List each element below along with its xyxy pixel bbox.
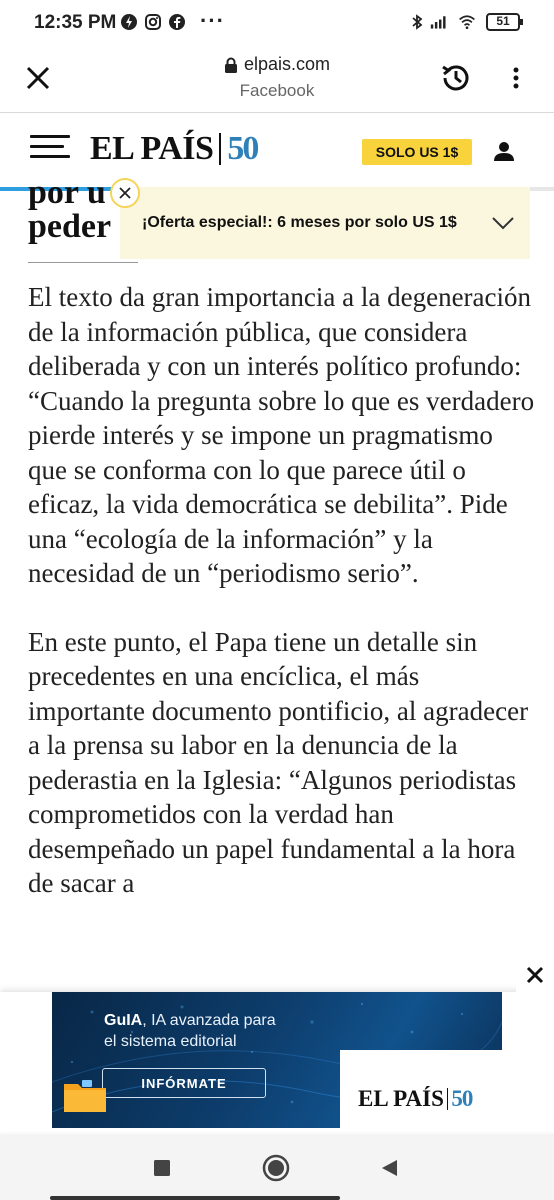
browser-toolbar [0,48,554,113]
close-icon [119,187,131,199]
browser-menu-button[interactable] [504,62,528,94]
referrer-text: Facebook [239,81,315,100]
headline-divider [28,262,138,263]
recents-button[interactable] [148,1154,176,1182]
lock-icon [224,57,238,73]
ad-close-button[interactable] [516,957,554,993]
chevron-down-icon[interactable] [490,213,516,233]
logo-text: EL PAÍS [90,130,214,167]
gesture-bar [50,1196,340,1200]
offer-text: ¡Oferta especial!: 6 meses por solo US 1$ [142,214,457,231]
ad-brand: GuIA [104,1012,143,1029]
ad-headline [104,1010,276,1052]
close-icon [25,65,51,91]
bolt-icon [120,13,138,31]
site-logo[interactable] [90,129,257,169]
history-icon [439,61,473,95]
folder-icon [62,1078,108,1114]
battery-level: 51 [496,14,510,28]
ad-banner[interactable] [52,992,502,1128]
ad-headline-text: , IA avanzada para [142,1012,276,1029]
article-body [28,280,536,935]
status-time: 12:35 PM [34,12,117,33]
home-button[interactable] [262,1154,290,1182]
more-notifications: ··· [200,8,225,33]
close-icon [525,965,545,985]
offer-banner[interactable] [120,187,530,259]
circle-icon [262,1154,290,1182]
instagram-icon [144,13,162,31]
close-tab-button[interactable] [18,58,58,98]
square-icon [153,1159,171,1177]
status-bar [0,0,554,48]
subscribe-button[interactable]: SOLO US 1$ [362,139,472,165]
headline-line: peder [28,208,112,245]
system-nav-bar [0,1134,554,1200]
ad-logo-panel [340,1050,502,1128]
more-vert-icon [513,67,519,89]
ad-logo-anniversary: 50 [451,1086,473,1111]
article-paragraph: El texto da gran importancia a la degeneración de la información pública, que considera deliberada y con un interés político profundo: “Cuando la pregunta sobre lo que es verdadero pierde interés y se impone un pragmatismo que se conforma con lo que parece útil o eficaz, la vida democrática se debilita”. Pide una “ecología de la información” y la necesidad de un “periodismo serio”. [28,282,535,588]
back-button[interactable] [376,1154,404,1182]
bluetooth-icon [408,13,426,31]
ad-headline-text-2: el sistema editorial [104,1033,237,1050]
url-display[interactable] [160,54,394,101]
battery-icon [486,13,524,31]
signal-icon [430,13,448,31]
offer-close-button[interactable] [110,178,140,208]
ad-logo-text: EL PAÍS [358,1086,444,1111]
article-paragraph: En este punto, el Papa tiene un detalle sin precedentes en una encíclica, el más importante documento pontificio, al agradecer a la prensa su labor en la denuncia de la pederastia en la Iglesia: “Algunos periodistas comprometidos con la verdad han desempeñado un papel fundamental a la hora de sacar a [28,626,529,898]
hamburger-icon[interactable] [30,135,70,165]
history-button[interactable] [434,56,478,100]
logo-anniversary: 50 [227,130,258,167]
ad-logo [358,1086,472,1112]
user-icon[interactable] [488,135,520,167]
logo-separator [219,133,221,165]
triangle-back-icon [380,1158,400,1178]
ad-container [0,992,554,1132]
ad-logo-separator [447,1088,449,1110]
headline-line: por u [28,176,106,211]
url-text: elpais.com [243,54,331,74]
facebook-icon [168,13,186,31]
ad-cta-button[interactable]: INFÓRMATE [102,1068,266,1098]
wifi-icon [458,13,476,31]
